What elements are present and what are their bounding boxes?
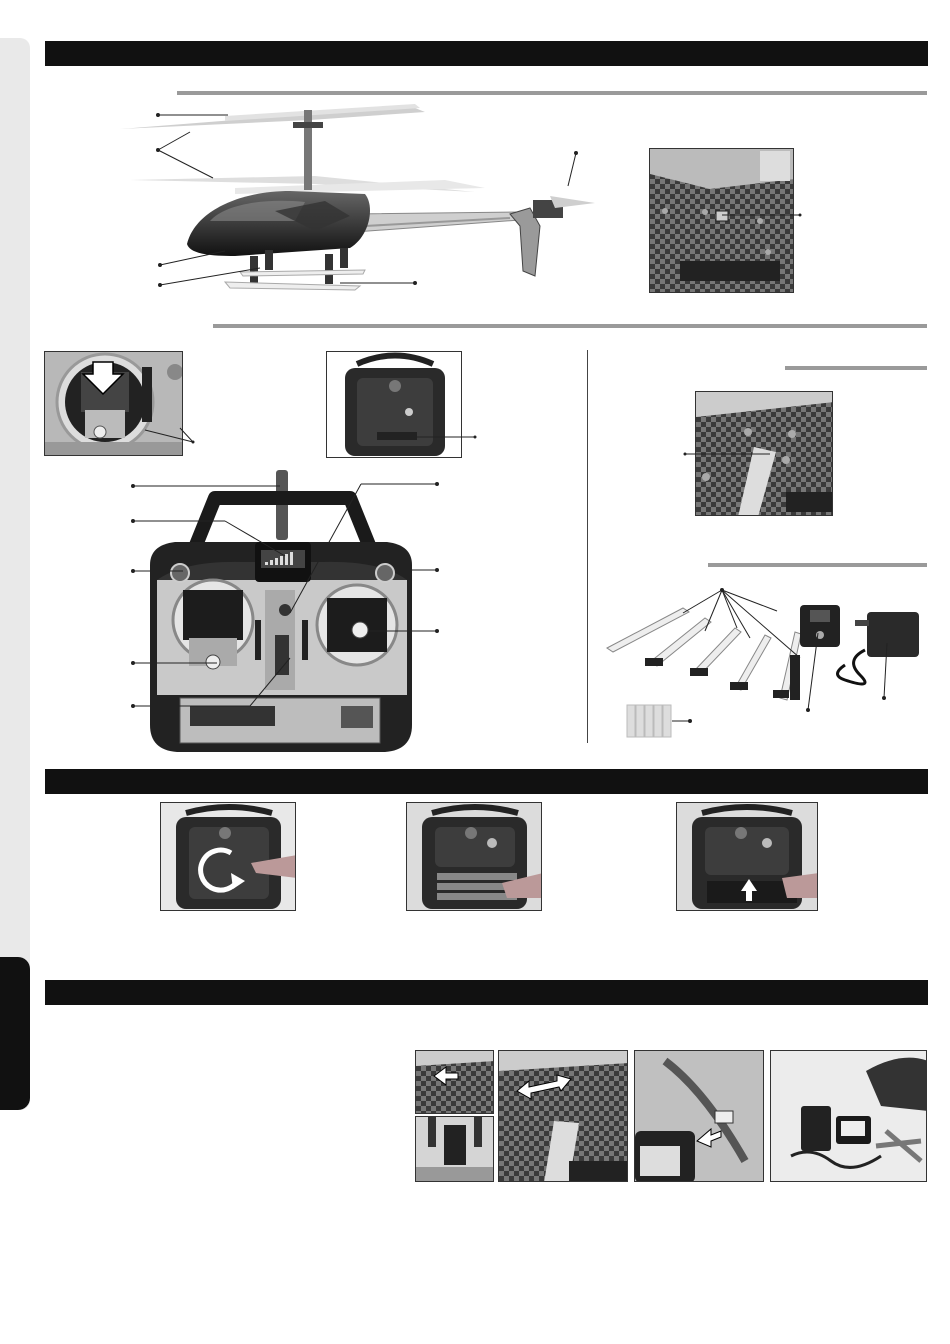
section-bar-2 bbox=[45, 769, 928, 794]
column-divider bbox=[587, 350, 588, 743]
section-bar-1 bbox=[45, 41, 928, 66]
charge-connector-photo bbox=[634, 1050, 764, 1182]
subsection-rule-transmitter bbox=[213, 324, 927, 328]
battery-step-2-photo bbox=[406, 802, 542, 911]
power-switch-photo bbox=[649, 148, 794, 293]
subsection-rule-helicopter bbox=[177, 91, 927, 95]
battery-step-1-photo bbox=[160, 802, 296, 911]
side-tab-background bbox=[0, 38, 30, 1110]
subsection-rule-blade bbox=[785, 366, 927, 370]
section-bar-3 bbox=[45, 980, 928, 1005]
language-tab[interactable] bbox=[0, 957, 30, 1110]
charge-underside-photo bbox=[415, 1116, 494, 1182]
blade-screw-callout bbox=[680, 448, 775, 460]
charge-switch-photo bbox=[415, 1050, 494, 1114]
stick-detail-callout bbox=[140, 425, 200, 450]
subsection-rule-contents bbox=[708, 563, 927, 567]
helicopter-callouts bbox=[150, 108, 590, 293]
charging-setup-photo bbox=[770, 1050, 927, 1182]
charge-socket-photo bbox=[498, 1050, 628, 1182]
transmitter-back-callout bbox=[410, 430, 480, 445]
battery-step-3-photo bbox=[676, 802, 818, 911]
transmitter-callouts bbox=[125, 478, 445, 713]
switch-callout bbox=[720, 210, 805, 220]
package-contents-callouts bbox=[660, 583, 920, 733]
